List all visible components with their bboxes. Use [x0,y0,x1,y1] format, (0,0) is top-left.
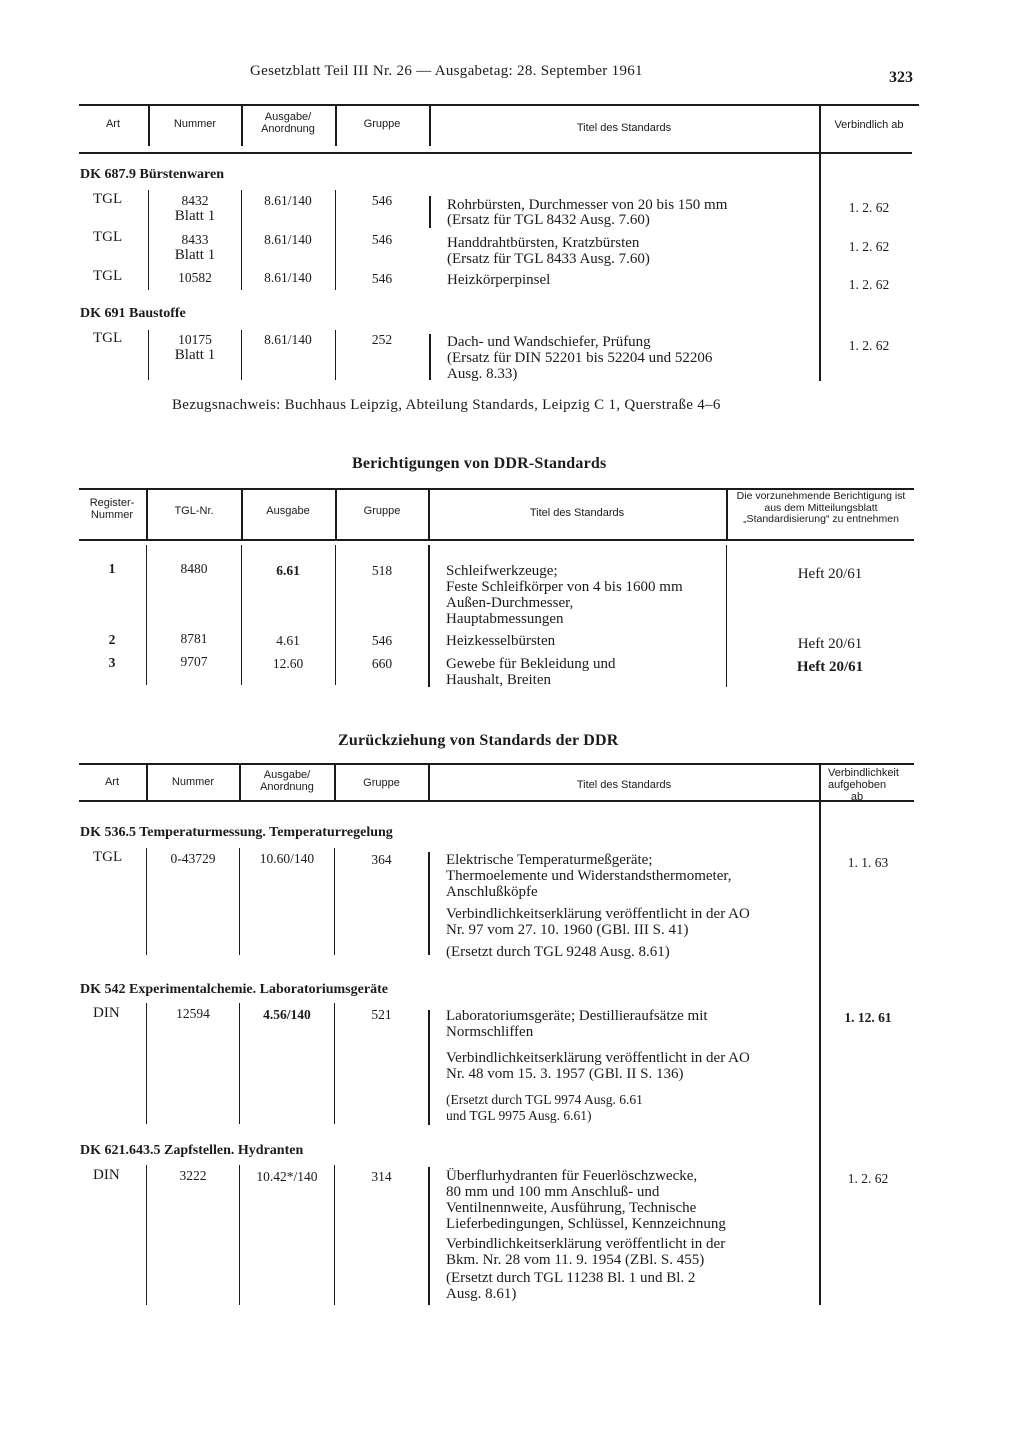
section-heading: DK 687.9 Bürstenwaren [80,167,225,182]
col-gruppe: Gruppe [363,505,401,517]
section-heading: DK 536.5 Temperaturmessung. Temperaturregelung [80,825,393,840]
bezugsnachweis: Bezugsnachweis: Buchhaus Leipzig, Abteilung Standards, Leipzig C 1, Querstraße 4–6 [172,397,721,413]
col-register: Register-Nummer [89,497,135,521]
section-title: Berichtigungen von DDR-Standards [352,455,607,472]
col-aufgehoben: Verbindlichkeit aufgehoben ab [828,767,899,803]
col-titel: Titel des Standards [529,507,625,519]
col-ausgabe: Ausgabe [266,505,310,517]
col-art: Art [105,118,121,130]
col-titel: Titel des Standards [576,779,672,791]
col-mitteilungsblatt: Die vorzunehmende Berichtigung ist aus dem Mitteilungsblatt „Standardisierung“ zu entnehmen [736,490,906,525]
col-nummer: Nummer [171,776,215,788]
col-art: Art [104,776,120,788]
col-gruppe: Gruppe [363,777,400,789]
page-number: 323 [889,69,913,86]
col-ausgabe: Ausgabe/ Anordnung [261,111,315,135]
section-heading: DK 621.643.5 Zapfstellen. Hydranten [80,1143,304,1158]
col-verbindlich: Verbindlich ab [834,119,904,131]
section-title: Zurückziehung von Standards der DDR [338,732,619,749]
section-heading: DK 542 Experimentalchemie. Laboratoriumsgeräte [80,982,388,997]
section-heading: DK 691 Baustoffe [80,306,186,321]
col-titel: Titel des Standards [576,122,672,134]
col-ausgabe: Ausgabe/ Anordnung [260,769,314,793]
col-nummer: Nummer [173,118,217,130]
running-header: Gesetzblatt Teil III Nr. 26 — Ausgabetag: 28. September 1961 [250,63,643,79]
col-gruppe: Gruppe [363,118,401,130]
col-tgl: TGL-Nr. [174,505,214,517]
